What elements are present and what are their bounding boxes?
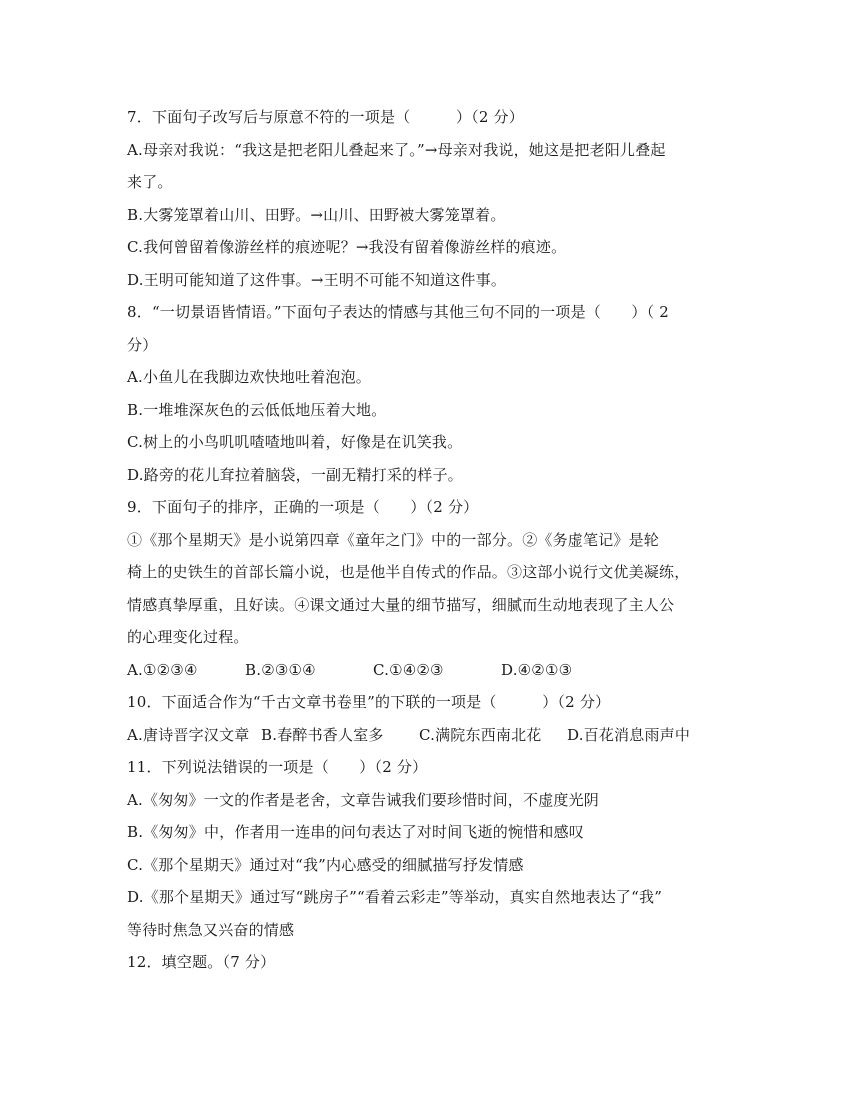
question-7-stem: 7．下面句子改写后与原意不符的一项是（ ）（2 分） bbox=[127, 108, 524, 126]
question-9-option-d: D.④②①③ bbox=[501, 660, 573, 679]
question-9-passage-line: 椅上的史铁生的首部长篇小说，也是他半自传式的作品。③这部小说行文优美凝练， bbox=[127, 563, 690, 581]
question-11-option-c: C.《那个星期天》通过对“我”内心感受的细腻描写抒发情感 bbox=[127, 855, 524, 874]
question-8-option-d: D.路旁的花儿耷拉着脑袋，一副无精打采的样子。 bbox=[127, 465, 463, 484]
question-8-stem: 8．“一切景语皆情语。”下面句子表达的情感与其他三句不同的一项是（ ）（ 2 bbox=[127, 303, 669, 321]
question-8-stem-cont: 分） bbox=[127, 335, 158, 354]
question-9-passage-line: ①《那个星期天》是小说第四章《童年之门》中的一部分。②《务虚笔记》是轮 bbox=[127, 530, 660, 549]
question-7-option-a: A.母亲对我说：“我这是把老阳儿叠起来了。”→母亲对我说，她这是把老阳儿叠起 bbox=[127, 140, 666, 159]
question-9-option-a: A.①②③④ bbox=[127, 660, 198, 679]
question-12-stem: 12．填空题。（7 分） bbox=[127, 953, 276, 971]
question-10-option-d: D.百花消息雨声中 bbox=[567, 725, 691, 744]
question-10-option-b: B.春醉书香人室多 bbox=[261, 725, 384, 744]
question-9-option-b: B.②③①④ bbox=[245, 660, 316, 679]
question-11-option-b: B.《匆匆》中，作者用一连串的问句表达了对时间飞逝的惋惜和感叹 bbox=[127, 823, 584, 841]
question-7-option-d: D.王明可能知道了这件事。→王明不可能不知道这件事。 bbox=[127, 270, 507, 289]
question-10-options bbox=[127, 719, 737, 752]
question-11-stem: 11．下列说法错误的一项是（ ）（2 分） bbox=[127, 758, 428, 776]
question-11-option-a: A.《匆匆》一文的作者是老舍，文章告诫我们要珍惜时间，不虚度光阴 bbox=[127, 790, 600, 809]
question-9-passage-line: 情感真挚厚重，且好读。④课文通过大量的细节描写，细腻而生动地表现了主人公 bbox=[127, 595, 675, 614]
question-7-option-b: B.大雾笼罩着山川、田野。→山川、田野被大雾笼罩着。 bbox=[127, 205, 506, 224]
question-8-option-b: B.一堆堆深灰色的云低低地压着大地。 bbox=[127, 400, 387, 419]
question-7-option-c: C.我何曾留着像游丝样的痕迹呢？→我没有留着像游丝样的痕迹。 bbox=[127, 238, 567, 256]
question-list bbox=[127, 101, 737, 979]
question-9-stem: 9．下面句子的排序，正确的一项是（ ）（2 分） bbox=[127, 498, 479, 516]
question-10-option-c: C.满院东西南北花 bbox=[419, 725, 542, 744]
question-9-option-c: C.①④②③ bbox=[373, 660, 444, 679]
question-10-option-a: A.唐诗晋字汉文章 bbox=[127, 725, 250, 744]
question-10-stem: 10．下面适合作为“千古文章书卷里”的下联的一项是（ ）（2 分） bbox=[127, 693, 611, 711]
question-8-option-c: C.树上的小鸟叽叽喳喳地叫着，好像是在讥笑我。 bbox=[127, 433, 463, 451]
question-9-passage-line: 的心理变化过程。 bbox=[127, 628, 249, 646]
question-11-option-d-cont: 等待时焦急又兴奋的情感 bbox=[127, 920, 295, 939]
question-9-options bbox=[127, 654, 737, 687]
question-8-option-a: A.小鱼儿在我脚边欢快地吐着泡泡。 bbox=[127, 368, 372, 386]
question-11-option-d: D.《那个星期天》通过写“跳房子”“看着云彩走”等举动，真实自然地表达了“我” bbox=[127, 888, 663, 906]
question-7-option-a-cont: 来了。 bbox=[127, 173, 173, 191]
